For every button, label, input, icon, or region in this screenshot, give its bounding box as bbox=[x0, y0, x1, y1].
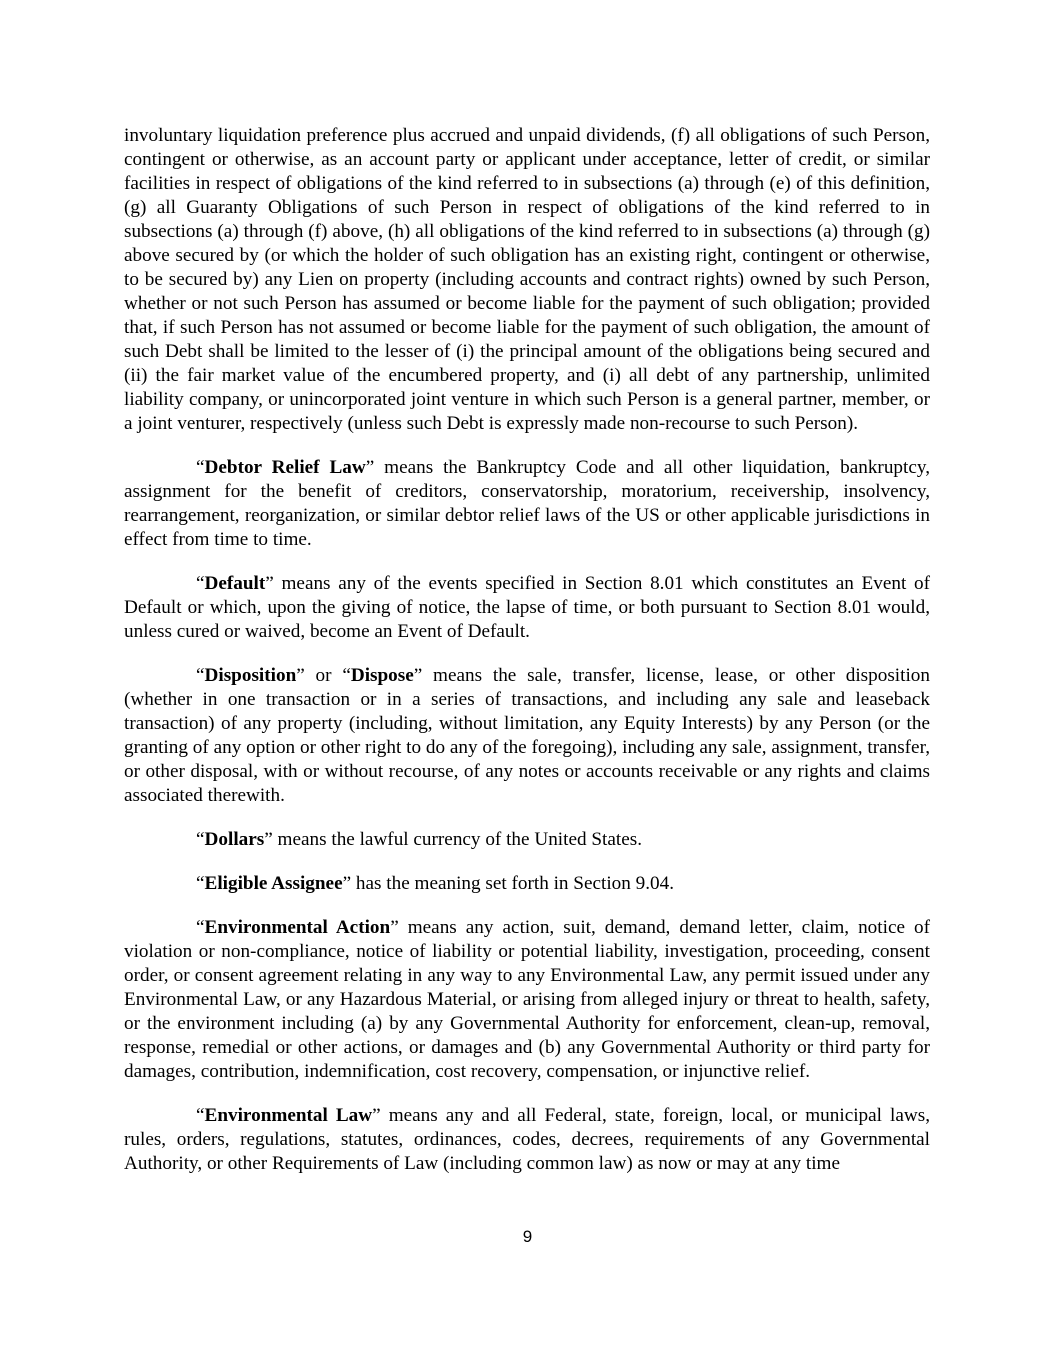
definition-text: ” has the meaning set forth in Section 9.04. bbox=[342, 873, 675, 894]
definition-environmental-action: “Environmental Action” means any action, suit, demand, demand letter, claim, notice of violation or non-compliance, notice of liability or potential liability, investigation, proceeding, consent order, or consent agreement relating in any way to any Environmental Law, any permit issued under any Environmental Law, or any Hazardous Material, or arising from alleged injury or threat to health, safety, or the environment including (a) by any Governmental Authority for enforcement, clean-up, removal, response, remedial or other actions, or damages and (b) any Governmental Authority or third party for damages, contribution, indemnification, cost recovery, compensation, or injunctive relief. bbox=[124, 917, 930, 1082]
defined-term: Default bbox=[204, 573, 266, 594]
defined-term: Environmental Action bbox=[204, 917, 391, 938]
definition-text: ” means any of the events specified in Section 8.01 which constitutes an Event of Default or which, upon the giving of notice, the lapse of time, or both pursuant to Section 8.01 would, unless cured or waived, become an Event of Default. bbox=[124, 573, 930, 642]
term-connector: ” or “ bbox=[296, 665, 351, 686]
definition-dollars: “Dollars” means the lawful currency of the United States. bbox=[196, 829, 642, 850]
page-number: 9 bbox=[522, 1227, 533, 1246]
definition-eligible-assignee: “Eligible Assignee” has the meaning set forth in Section 9.04. bbox=[196, 873, 675, 894]
definition-disposition: “Disposition” or “Dispose” means the sale, transfer, license, lease, or other disposition (whether in one transaction or in a series of transactions, and including any sale and leaseback transaction) of any property (including, without limitation, any Equity Interests) by any Person (or the granting of any option or other right to do any of the foregoing), including any sale, assignment, transfer, or other disposal, with or without recourse, of any notes or accounts receivable or any rights and claims associated therewith. bbox=[124, 665, 930, 806]
intro-paragraph: involuntary liquidation preference plus accrued and unpaid dividends, (f) all obligations of such Person, contingent or otherwise, as an account party or applicant under acceptance, letter of credit, or similar facilities in respect of obligations of the kind referred to in subsections (a) through (e) of this definition, (g) all Guaranty Obligations of such Person in respect of obligations of the kind referred to in subsections (a) through (f) above, (h) all obligations of the kind referred to in subsections (a) through (g) above secured by (or which the holder of such obligation has an existing right, contingent or otherwise, to be secured by) any Lien on property (including accounts and contract rights) owned by such Person, whether or not such Person has assumed or become liable for the payment of such obligation; provided that, if such Person has not assumed or become liable for the payment of such obligation, the amount of such Debt shall be limited to the lesser of (i) the principal amount of the obligations being secured and (ii) the fair market value of the encumbered property, and (i) all debt of any partnership, unlimited liability company, or unincorporated joint venture in which such Person is a general partner, member, or a joint venturer, respectively (unless such Debt is expressly made non-recourse to such Person). bbox=[124, 125, 930, 434]
definition-text: ” means the lawful currency of the United States. bbox=[264, 829, 642, 850]
defined-term: Debtor Relief Law bbox=[204, 457, 366, 478]
definition-environmental-law: “Environmental Law” means any and all Federal, state, foreign, local, or municipal laws, rules, orders, regulations, statutes, ordinances, codes, decrees, requirements of any Governmental Authority, or other Requirements of Law (including common law) as now or may at any time bbox=[124, 1105, 930, 1174]
definition-debtor-relief-law: “Debtor Relief Law” means the Bankruptcy Code and all other liquidation, bankruptcy, assignment for the benefit of creditors, conservatorship, moratorium, receivership, insolvency, rearrangement, reorganization, or similar debtor relief laws of the US or other applicable jurisdictions in effect from time to time. bbox=[124, 457, 930, 550]
definition-default: “Default” means any of the events specified in Section 8.01 which constitutes an Event of Default or which, upon the giving of notice, the lapse of time, or both pursuant to Section 8.01 would, unless cured or waived, become an Event of Default. bbox=[124, 573, 930, 642]
defined-term: Environmental Law bbox=[204, 1105, 373, 1126]
defined-term: Eligible Assignee bbox=[204, 873, 343, 894]
definition-text: ” means the Bankruptcy Code and all other liquidation, bankruptcy, assignment for the benefit of creditors, conservatorship, moratorium, receivership, insolvency, rearrangement, reorganization, or similar debtor relief laws of the US or other applicable jurisdictions in effect from time to time. bbox=[124, 457, 930, 550]
definition-text: ” means any and all Federal, state, foreign, local, or municipal laws, rules, orders, regulations, statutes, ordinances, codes, decrees, requirements of any Governmental Authority, or other Requirements of Law (including common law) as now or may at any time bbox=[124, 1105, 930, 1174]
definition-text: ” means the sale, transfer, license, lease, or other disposition (whether in one transaction or in a series of transactions, and including any sale and leaseback transaction) of any property (including, without limitation, any Equity Interests) by any Person (or the granting of any option or other right to do any of the foregoing), including any sale, assignment, transfer, or other disposal, with or without recourse, of any notes or accounts receivable or any rights and claims associated therewith. bbox=[124, 665, 930, 806]
document-page bbox=[124, 124, 930, 1176]
defined-term: Dollars bbox=[204, 829, 265, 850]
defined-term: Disposition bbox=[204, 665, 297, 686]
definition-text: ” means any action, suit, demand, demand letter, claim, notice of violation or non-compliance, notice of liability or potential liability, investigation, proceeding, consent order, or consent agreement relating in any way to any Environmental Law, any permit issued under any Environmental Law, or any Hazardous Material, or arising from alleged injury or threat to health, safety, or the environment including (a) by any Governmental Authority for enforcement, clean-up, removal, response, remedial or other actions, or damages and (b) any Governmental Authority or third party for damages, contribution, indemnification, cost recovery, compensation, or injunctive relief. bbox=[124, 917, 930, 1082]
defined-term: Dispose bbox=[350, 665, 414, 686]
